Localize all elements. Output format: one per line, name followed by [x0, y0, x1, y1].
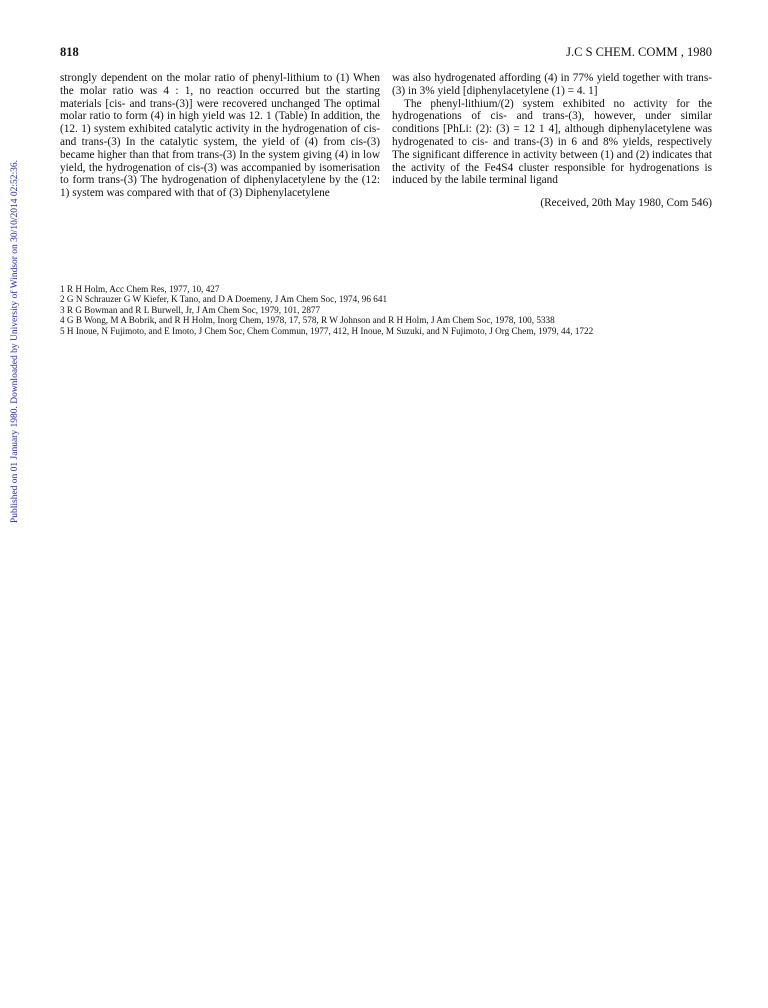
download-watermark — [0, 160, 20, 620]
reference-item: 2 G N Schrauzer G W Kiefer, K Tano, and D A Doemeny, J Am Chem Soc, 1974, 96 641 — [60, 294, 388, 305]
body-paragraph: The phenyl-lithium/(2) system exhibited no activity for the hydrogenations of cis- and trans-(3), however, under similar conditions [PhLi: (2): (3) = 12 1 4], although diphenylacetylene was hydrogenated to cis- and trans-(3) in 6 and 8% yields, respectively The significant difference in activity between (1) and (2) indicates that the activity of the Fe4S4 cluster responsible for hydrogenations is induced by the labile terminal ligand — [392, 97, 712, 187]
reference-item: 3 R G Bowman and R L Burwell, Jr, J Am Chem Soc, 1979, 101, 2877 — [60, 304, 321, 315]
body-paragraph: was also hydrogenated affording (4) in 77% yield together with trans-(3) in 3% yield [diphenylacetylene (1) = 4. 1] — [392, 72, 712, 97]
page-number: 818 — [60, 45, 79, 59]
references — [60, 284, 720, 336]
received-date: (Received, 20th May 1980, Com 546) — [540, 197, 712, 210]
body-paragraph: strongly dependent on the molar ratio of phenyl-lithium to (1) When the molar ratio was 4 : 1, no reaction occurred but the starting materials [cis- and trans-(3)] were recovered unchanged The optimal molar ratio to form (4) in high yield was 12. 1 (Table) In addition, the (12. 1) system exhibited catalytic activity in the hydrogenation of cis- and trans-(3) In the catalytic system, the yield of (4) from cis-(3) became higher than that from trans-(3) In the system giving (4) in low yield, the hydrogenation of cis-(3) was accompanied by isomerisation to form trans-(3) The hydrogenation of diphenylacetylene by the (12: 1) system was compared with that of (3) Diphenylacetylene — [60, 72, 380, 200]
reference-item: 1 R H Holm, Acc Chem Res, 1977, 10, 427 — [60, 284, 220, 294]
running-head: J.C S CHEM. COMM , 1980 — [566, 45, 712, 59]
reference-item: 4 G B Wong, M A Bobrik, and R H Holm, Inorg Chem, 1978, 17, 578, R W Johnson and R H Holm, J Am Chem Soc, 1978, 100, 5338 — [60, 315, 555, 326]
right-column — [392, 72, 712, 210]
left-column — [60, 72, 380, 200]
reference-item: 5 H Inoue, N Fujimoto, and E Imoto, J Chem Soc, Chem Commun, 1977, 412, H Inoue, M Suzuki, and N Fujimoto, J Org Chem, 1979, 44, 1722 — [60, 325, 594, 336]
download-watermark-text: Published on 01 January 1980. Downloaded by University of Windsor on 30/10/2014 02:52:36. — [10, 160, 20, 524]
